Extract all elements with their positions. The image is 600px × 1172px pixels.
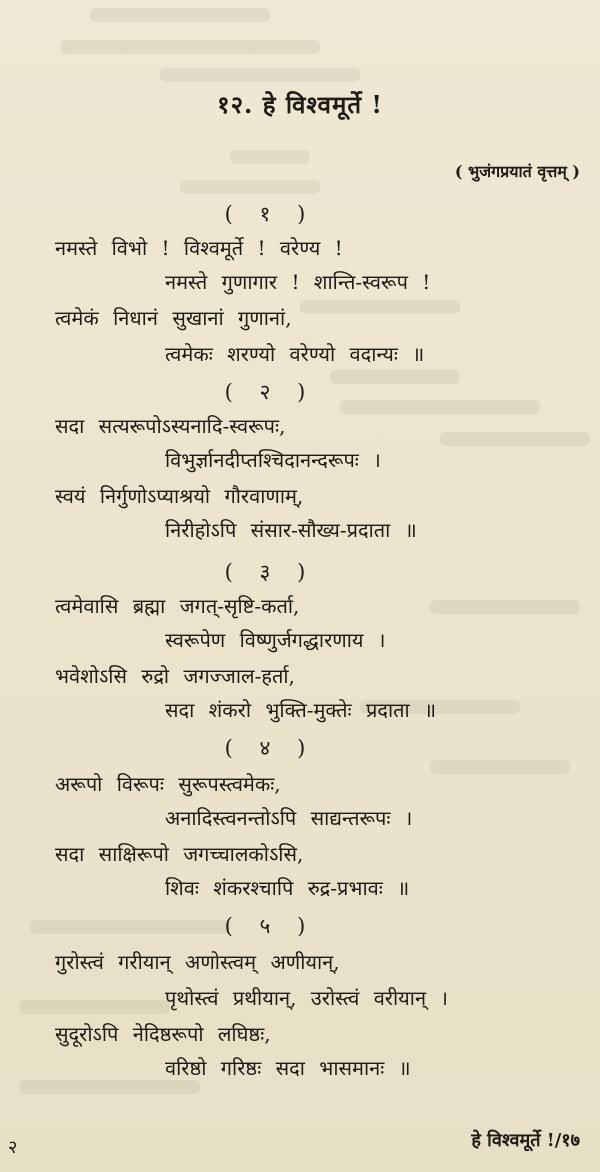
verse-line: सदा सत्यरूपोऽस्यनादि-स्वरूपः,	[55, 414, 286, 438]
verse-line: भवेशोऽसि रुद्रो जगज्जाल-हर्ता,	[55, 664, 295, 688]
verse-line: सदा शंकरो भुक्ति-मुक्तेः प्रदाता ॥	[165, 698, 437, 722]
verse-line: गुरोस्त्वं गरीयान् अणोस्त्वम् अणीयान्,	[55, 950, 340, 974]
verse-line: त्वमेवासि ब्रह्मा जगत्-सृष्टि-कर्ता,	[55, 594, 300, 618]
verse-line: अनादिस्त्वनन्तोऽपि साद्यन्तरूपः ।	[165, 806, 413, 830]
verse-line: नमस्ते विभो ! विश्वमूर्ते ! वरेण्य !	[55, 236, 343, 260]
verse-line: निरीहोऽपि संसार-सौख्य-प्रदाता ॥	[165, 518, 417, 542]
verse-line: अरूपो विरूपः सुरूपस्त्वमेकः,	[55, 772, 281, 796]
verse-line: शिवः शंकरश्चापि रुद्र-प्रभावः ॥	[165, 876, 410, 900]
verse-number: ( ४ )	[224, 736, 316, 760]
verse-line: त्वमेकं निधानं सुखानां गुणानां,	[55, 306, 292, 330]
verse-line: सदा साक्षिरूपो जगच्चालकोऽसि,	[55, 842, 304, 866]
verse-number: ( १ )	[224, 202, 316, 226]
verse-line: स्वयं निर्गुणोऽप्याश्रयो गौरवाणाम्,	[55, 484, 304, 508]
verse-line: विभुर्ज्ञानदीप्तश्चिदानन्दरूपः ।	[165, 448, 381, 472]
verse-line: पृथोस्त्वं प्रथीयान्, उरोस्त्वं वरीयान् ।	[165, 986, 448, 1010]
meter-label: ( भुजंगप्रयातं वृत्तम् )	[454, 162, 580, 181]
verse-number: ( ५ )	[224, 914, 316, 938]
verse-line: त्वमेकः शरण्यो वरेण्यो वदान्यः ॥	[165, 342, 425, 366]
verse-line: वरिष्ठो गरिष्ठः सदा भासमानः ॥	[165, 1056, 411, 1080]
verse-line: स्वरूपेण विष्णुर्जगद्धारणाय ।	[165, 628, 386, 652]
verse-line: नमस्ते गुणागार ! शान्ति-स्वरूप !	[165, 270, 431, 294]
verse-number: ( २ )	[224, 380, 316, 404]
verse-number: ( ३ )	[224, 560, 316, 584]
page-title: १२. हे विश्वमूर्ते !	[217, 90, 383, 119]
running-title: हे विश्वमूर्ते !/१७	[471, 1130, 580, 1151]
verse-line: सुदूरोऽपि नेदिष्ठरूपो लघिष्ठः,	[55, 1022, 271, 1046]
page-number: २	[8, 1137, 18, 1158]
